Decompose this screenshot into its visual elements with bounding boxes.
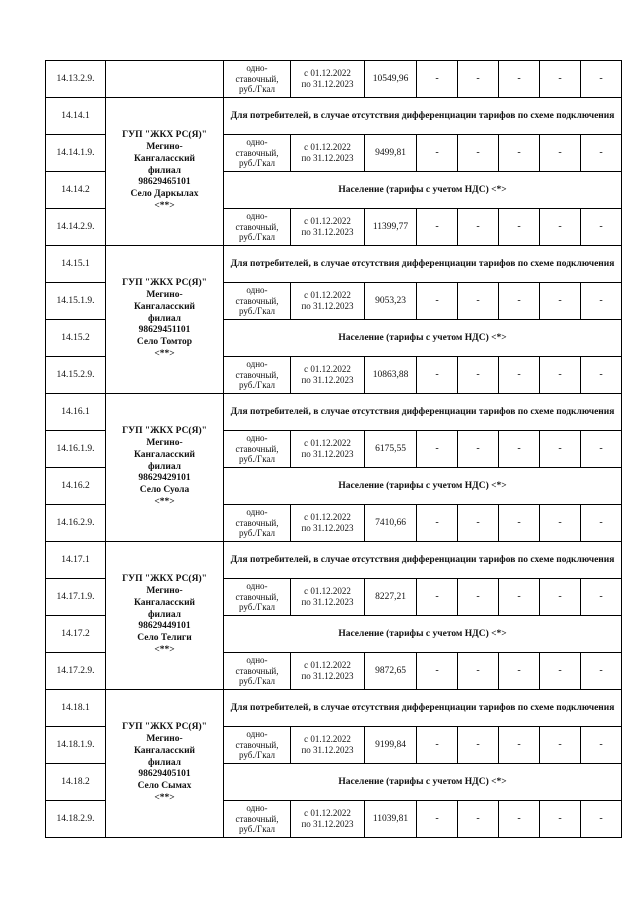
empty-value-cell: - bbox=[417, 653, 458, 690]
empty-value-cell: - bbox=[417, 579, 458, 616]
empty-value-cell: - bbox=[540, 727, 581, 764]
empty-value-cell: - bbox=[499, 579, 540, 616]
empty-value-cell: - bbox=[417, 801, 458, 838]
empty-value-cell: - bbox=[540, 431, 581, 468]
row-code-cell: 14.17.2.9. bbox=[46, 653, 106, 690]
table-row bbox=[46, 61, 622, 98]
empty-value-cell: - bbox=[581, 727, 622, 764]
empty-value-cell: - bbox=[581, 283, 622, 320]
org-cell bbox=[106, 61, 224, 98]
tariff-table bbox=[45, 60, 622, 838]
empty-value-cell: - bbox=[540, 653, 581, 690]
tariff-value-cell: 9199,84 bbox=[365, 727, 417, 764]
row-code-cell: 14.15.1 bbox=[46, 246, 106, 283]
empty-value-cell: - bbox=[458, 801, 499, 838]
empty-value-cell: - bbox=[581, 505, 622, 542]
empty-value-cell: - bbox=[417, 283, 458, 320]
period-cell: с 01.12.2022 по 31.12.2023 bbox=[291, 283, 365, 320]
row-code-cell: 14.15.1.9. bbox=[46, 283, 106, 320]
tariff-value-cell: 10549,96 bbox=[365, 61, 417, 98]
table-row bbox=[46, 690, 622, 727]
tariff-type-cell: одно- ставочный, руб./Гкал bbox=[224, 505, 291, 542]
empty-value-cell: - bbox=[417, 505, 458, 542]
empty-value-cell: - bbox=[458, 209, 499, 246]
empty-value-cell: - bbox=[417, 209, 458, 246]
table-row bbox=[46, 394, 622, 431]
empty-value-cell: - bbox=[499, 653, 540, 690]
empty-value-cell: - bbox=[458, 653, 499, 690]
consumers-note-cell: Для потребителей, в случае отсутствия дифференциации тарифов по схеме подключения bbox=[224, 690, 622, 727]
org-cell: ГУП "ЖКХ РС(Я)" Мегино- Кангаласский филиал 98629429101 Село Суола <**> bbox=[106, 394, 224, 542]
period-cell: с 01.12.2022 по 31.12.2023 bbox=[291, 505, 365, 542]
row-code-cell: 14.15.2 bbox=[46, 320, 106, 357]
empty-value-cell: - bbox=[417, 357, 458, 394]
tariff-type-cell: одно- ставочный, руб./Гкал bbox=[224, 653, 291, 690]
period-cell: с 01.12.2022 по 31.12.2023 bbox=[291, 801, 365, 838]
empty-value-cell: - bbox=[540, 579, 581, 616]
period-cell: с 01.12.2022 по 31.12.2023 bbox=[291, 727, 365, 764]
row-code-cell: 14.16.1.9. bbox=[46, 431, 106, 468]
tariff-type-cell: одно- ставочный, руб./Гкал bbox=[224, 135, 291, 172]
org-cell: ГУП "ЖКХ РС(Я)" Мегино- Кангаласский филиал 98629451101 Село Томтор <**> bbox=[106, 246, 224, 394]
table-row bbox=[46, 246, 622, 283]
empty-value-cell: - bbox=[581, 357, 622, 394]
tariff-value-cell: 11039,81 bbox=[365, 801, 417, 838]
empty-value-cell: - bbox=[499, 283, 540, 320]
population-note-cell: Население (тарифы с учетом НДС) <*> bbox=[224, 616, 622, 653]
empty-value-cell: - bbox=[499, 209, 540, 246]
period-cell: с 01.12.2022 по 31.12.2023 bbox=[291, 135, 365, 172]
empty-value-cell: - bbox=[417, 61, 458, 98]
empty-value-cell: - bbox=[540, 801, 581, 838]
empty-value-cell: - bbox=[499, 61, 540, 98]
org-cell: ГУП "ЖКХ РС(Я)" Мегино- Кангаласский филиал 98629449101 Село Телиги <**> bbox=[106, 542, 224, 690]
tariff-value-cell: 9053,23 bbox=[365, 283, 417, 320]
tariff-value-cell: 6175,55 bbox=[365, 431, 417, 468]
empty-value-cell: - bbox=[499, 357, 540, 394]
tariff-type-cell: одно- ставочный, руб./Гкал bbox=[224, 727, 291, 764]
tariff-type-cell: одно- ставочный, руб./Гкал bbox=[224, 801, 291, 838]
tariff-type-cell: одно- ставочный, руб./Гкал bbox=[224, 431, 291, 468]
empty-value-cell: - bbox=[499, 727, 540, 764]
empty-value-cell: - bbox=[581, 579, 622, 616]
row-code-cell: 14.14.1 bbox=[46, 98, 106, 135]
empty-value-cell: - bbox=[499, 135, 540, 172]
empty-value-cell: - bbox=[581, 209, 622, 246]
empty-value-cell: - bbox=[458, 135, 499, 172]
population-note-cell: Население (тарифы с учетом НДС) <*> bbox=[224, 764, 622, 801]
row-code-cell: 14.15.2.9. bbox=[46, 357, 106, 394]
empty-value-cell: - bbox=[499, 505, 540, 542]
empty-value-cell: - bbox=[540, 61, 581, 98]
empty-value-cell: - bbox=[417, 135, 458, 172]
row-code-cell: 14.16.2 bbox=[46, 468, 106, 505]
empty-value-cell: - bbox=[540, 283, 581, 320]
tariff-table-body bbox=[46, 61, 622, 838]
empty-value-cell: - bbox=[458, 431, 499, 468]
period-cell: с 01.12.2022 по 31.12.2023 bbox=[291, 61, 365, 98]
tariff-value-cell: 9872,65 bbox=[365, 653, 417, 690]
population-note-cell: Население (тарифы с учетом НДС) <*> bbox=[224, 172, 622, 209]
empty-value-cell: - bbox=[458, 357, 499, 394]
period-cell: с 01.12.2022 по 31.12.2023 bbox=[291, 579, 365, 616]
population-note-cell: Население (тарифы с учетом НДС) <*> bbox=[224, 468, 622, 505]
empty-value-cell: - bbox=[458, 505, 499, 542]
row-code-cell: 14.17.2 bbox=[46, 616, 106, 653]
tariff-value-cell: 7410,66 bbox=[365, 505, 417, 542]
empty-value-cell: - bbox=[581, 801, 622, 838]
row-code-cell: 14.16.2.9. bbox=[46, 505, 106, 542]
consumers-note-cell: Для потребителей, в случае отсутствия дифференциации тарифов по схеме подключения bbox=[224, 98, 622, 135]
tariff-type-cell: одно- ставочный, руб./Гкал bbox=[224, 357, 291, 394]
empty-value-cell: - bbox=[581, 431, 622, 468]
row-code-cell: 14.18.2.9. bbox=[46, 801, 106, 838]
org-cell: ГУП "ЖКХ РС(Я)" Мегино- Кангаласский филиал 98629405101 Село Сымах <**> bbox=[106, 690, 224, 838]
row-code-cell: 14.18.2 bbox=[46, 764, 106, 801]
empty-value-cell: - bbox=[499, 431, 540, 468]
empty-value-cell: - bbox=[581, 61, 622, 98]
row-code-cell: 14.16.1 bbox=[46, 394, 106, 431]
empty-value-cell: - bbox=[458, 61, 499, 98]
empty-value-cell: - bbox=[499, 801, 540, 838]
row-code-cell: 14.17.1.9. bbox=[46, 579, 106, 616]
empty-value-cell: - bbox=[417, 431, 458, 468]
tariff-type-cell: одно- ставочный, руб./Гкал bbox=[224, 209, 291, 246]
empty-value-cell: - bbox=[540, 135, 581, 172]
empty-value-cell: - bbox=[540, 505, 581, 542]
empty-value-cell: - bbox=[540, 209, 581, 246]
empty-value-cell: - bbox=[540, 357, 581, 394]
table-row bbox=[46, 98, 622, 135]
tariff-value-cell: 11399,77 bbox=[365, 209, 417, 246]
empty-value-cell: - bbox=[581, 135, 622, 172]
tariff-value-cell: 10863,88 bbox=[365, 357, 417, 394]
org-cell: ГУП "ЖКХ РС(Я)" Мегино- Кангаласский филиал 98629465101 Село Даркылах <**> bbox=[106, 98, 224, 246]
row-code-cell: 14.14.1.9. bbox=[46, 135, 106, 172]
tariff-value-cell: 8227,21 bbox=[365, 579, 417, 616]
row-code-cell: 14.14.2.9. bbox=[46, 209, 106, 246]
tariff-type-cell: одно- ставочный, руб./Гкал bbox=[224, 579, 291, 616]
period-cell: с 01.12.2022 по 31.12.2023 bbox=[291, 357, 365, 394]
tariff-value-cell: 9499,81 bbox=[365, 135, 417, 172]
row-code-cell: 14.14.2 bbox=[46, 172, 106, 209]
consumers-note-cell: Для потребителей, в случае отсутствия дифференциации тарифов по схеме подключения bbox=[224, 542, 622, 579]
period-cell: с 01.12.2022 по 31.12.2023 bbox=[291, 653, 365, 690]
empty-value-cell: - bbox=[581, 653, 622, 690]
period-cell: с 01.12.2022 по 31.12.2023 bbox=[291, 209, 365, 246]
table-row bbox=[46, 542, 622, 579]
tariff-type-cell: одно- ставочный, руб./Гкал bbox=[224, 61, 291, 98]
tariff-type-cell: одно- ставочный, руб./Гкал bbox=[224, 283, 291, 320]
empty-value-cell: - bbox=[417, 727, 458, 764]
empty-value-cell: - bbox=[458, 579, 499, 616]
empty-value-cell: - bbox=[458, 727, 499, 764]
row-code-cell: 14.18.1 bbox=[46, 690, 106, 727]
population-note-cell: Население (тарифы с учетом НДС) <*> bbox=[224, 320, 622, 357]
consumers-note-cell: Для потребителей, в случае отсутствия дифференциации тарифов по схеме подключения bbox=[224, 394, 622, 431]
empty-value-cell: - bbox=[458, 283, 499, 320]
row-code-cell: 14.13.2.9. bbox=[46, 61, 106, 98]
consumers-note-cell: Для потребителей, в случае отсутствия дифференциации тарифов по схеме подключения bbox=[224, 246, 622, 283]
row-code-cell: 14.17.1 bbox=[46, 542, 106, 579]
row-code-cell: 14.18.1.9. bbox=[46, 727, 106, 764]
period-cell: с 01.12.2022 по 31.12.2023 bbox=[291, 431, 365, 468]
